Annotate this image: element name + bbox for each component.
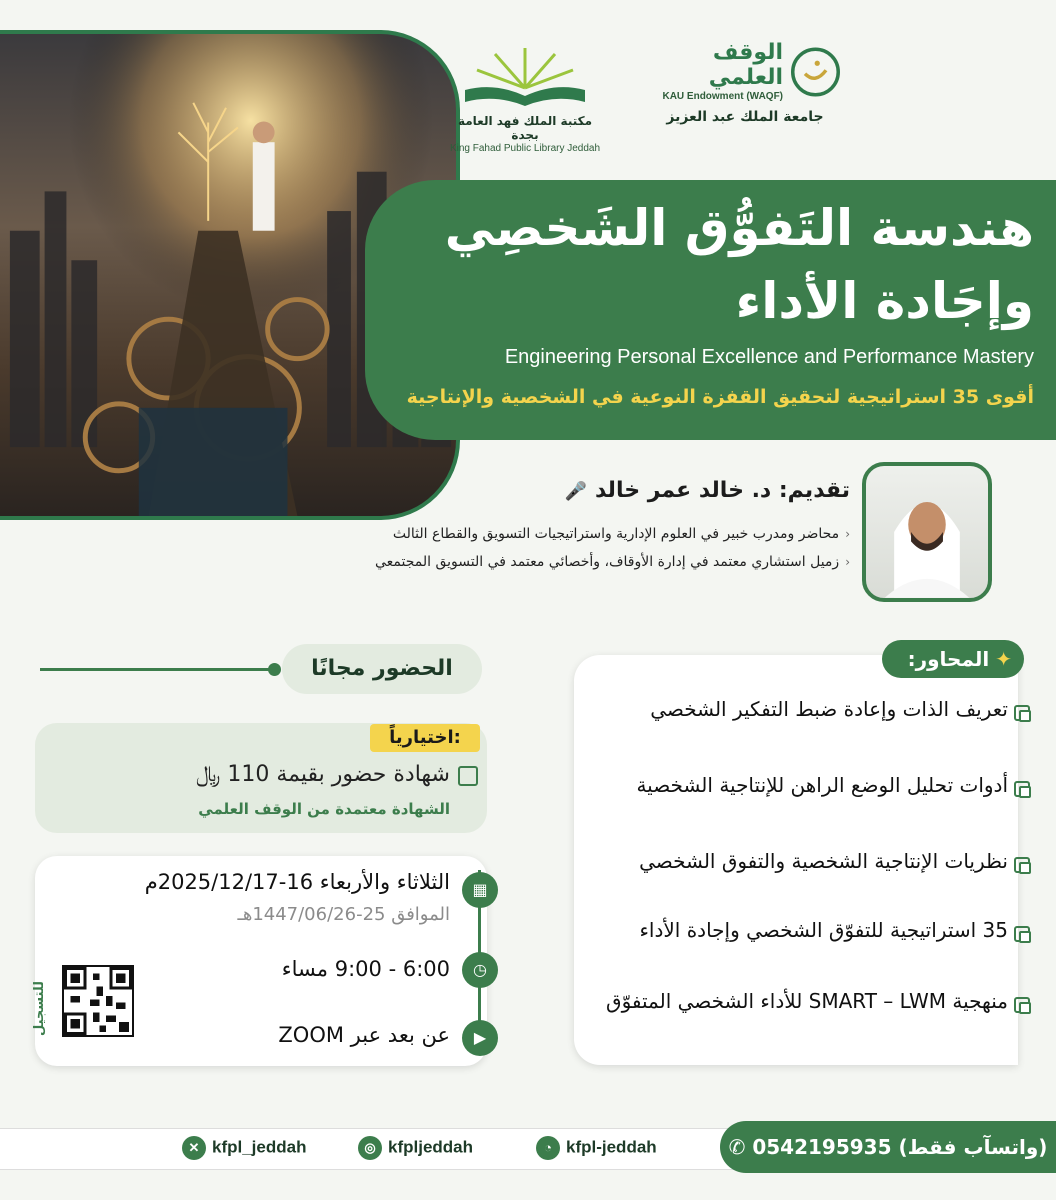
presenter-name-text: تقديم: د. خالد عمر خالد (594, 478, 850, 503)
calendar-icon: ▦ (462, 872, 498, 908)
copy-icon (1014, 857, 1030, 873)
waqf-name-ar: الوقف العلمي (708, 40, 784, 90)
title-english: Engineering Personal Excellence and Performance Mastery (504, 346, 1034, 368)
instagram-link[interactable] (358, 1136, 473, 1160)
event-location: عن بعد عبر ZOOM (278, 1023, 450, 1047)
axis-item-3: نظريات الإنتاجية الشخصية والتفوق الشخصي (639, 849, 1008, 873)
waqf-emblem-icon (791, 44, 840, 100)
divider-dot (268, 663, 281, 676)
certificate-text: شهادة حضور بقيمة 110 (227, 762, 450, 787)
whatsapp-note: (واتسآب فقط) (898, 1135, 1048, 1159)
event-time: 6:00 - 9:00 مساء (281, 957, 450, 981)
copy-icon (1014, 926, 1030, 942)
axis-item-2: أدوات تحليل الوضع الراهن للإنتاجية الشخصية (636, 773, 1008, 797)
presenter-name (330, 478, 850, 503)
snapchat-link[interactable] (536, 1136, 657, 1160)
event-date-hijri: الموافق 25-1447/06/26هـ (237, 904, 450, 925)
presenter-bullet-text: محاضر ومدرب خبير في العلوم الإدارية واستراتيجيات التسويق والقطاع الثالث (392, 526, 840, 542)
riyal-symbol: ﷼ (195, 762, 221, 787)
instagram-icon: ◎ (358, 1136, 382, 1160)
free-attendance-badge: الحضور مجانًا (282, 644, 482, 694)
presenter-bullet-2 (210, 554, 850, 570)
whatsapp-icon: ✆ (728, 1135, 746, 1159)
presenter-bullet-text: زميل استشاري معتمد في إدارة الأوقاف، وأخصائي معتمد في التسويق المجتمعي (375, 554, 840, 570)
microphone-icon: 🎤 (564, 481, 588, 502)
library-book-icon (455, 40, 595, 110)
axes-label (882, 640, 1024, 678)
axis-item-5: منهجية SMART – LWM للأداء الشخصي المتفوّق (606, 989, 1008, 1013)
phone-number: 0542195935 (752, 1135, 892, 1159)
copy-icon (1014, 997, 1030, 1013)
axis-item-4: 35 استراتيجية للتفوّق الشخصي وإجادة الأداء (639, 918, 1008, 942)
axis-item-1: تعريف الذات وإعادة ضبط التفكير الشخصي (650, 697, 1008, 721)
kfpl-name-ar: مكتبة الملك فهد العامة بجدة (457, 114, 593, 142)
x-link[interactable] (182, 1136, 306, 1160)
register-label: للتسجيل (32, 980, 47, 1036)
x-handle: kfpl_jeddah (212, 1137, 307, 1157)
kau-logo (650, 40, 840, 125)
subtitle: أقوى 35 استراتيجية لتحقيق القفزة النوعية في الشخصية والإنتاجية (406, 386, 1034, 408)
kau-name-ar: جامعة الملك عبد العزيز (666, 109, 824, 125)
axes-label-text: المحاور: (907, 647, 990, 671)
certificate-line (30, 762, 450, 787)
clock-icon: ◷ (462, 952, 498, 988)
presenter-bullet-1 (210, 526, 850, 542)
event-date: الثلاثاء والأربعاء 16-2025/12/17م (144, 870, 450, 894)
divider-line (40, 668, 280, 671)
chevron-icon: ‹ (845, 555, 850, 569)
lightbulb-icon: ✦ (995, 647, 1012, 671)
certificate-note: الشهادة معتمدة من الوقف العلمي (198, 800, 450, 818)
title-line-1: هندسة التَفوُّق الشَخصِي (444, 199, 1034, 257)
snapchat-handle: kfpl-jeddah (566, 1137, 657, 1157)
certificate-icon (458, 766, 478, 786)
copy-icon (1014, 705, 1030, 721)
video-camera-icon: ▶ (462, 1020, 498, 1056)
copy-icon (1014, 781, 1030, 797)
optional-tag: اختيارياً: (370, 724, 480, 752)
instagram-handle: kfpljeddah (388, 1137, 474, 1157)
title-line-2: وإجَادة الأداء (735, 272, 1034, 330)
chevron-icon: ‹ (845, 527, 850, 541)
x-icon: ✕ (182, 1136, 206, 1160)
kau-endowment-en: KAU Endowment (WAQF) (662, 91, 784, 102)
kfpl-logo (445, 40, 605, 155)
registration-qr-code[interactable] (62, 965, 134, 1037)
snapchat-icon: ◔ (536, 1136, 560, 1160)
kfpl-name-en: King Fahad Public Library Jeddah (449, 143, 601, 154)
presenter-photo (862, 462, 992, 602)
whatsapp-contact[interactable] (720, 1121, 1056, 1173)
